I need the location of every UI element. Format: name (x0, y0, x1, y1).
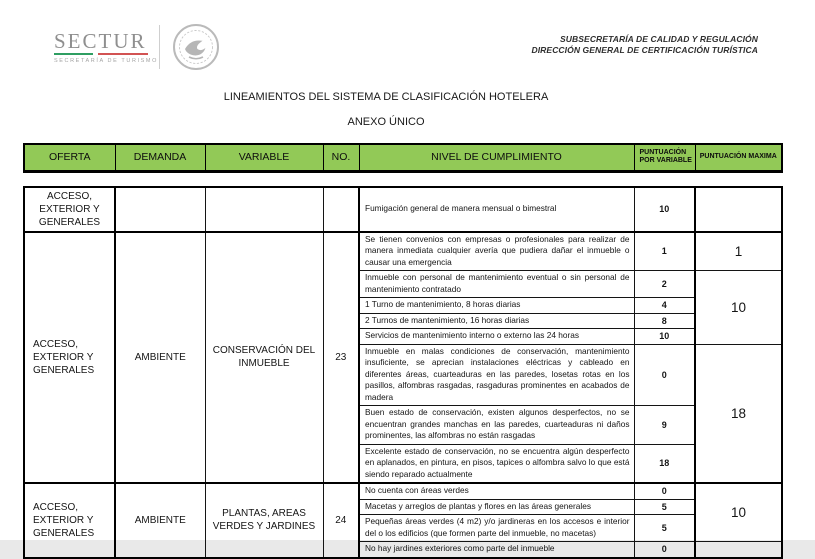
cell-nivel: Inmueble con personal de mantenimiento eventual o sin personal de mantenimiento contratado (359, 271, 634, 298)
flag-green-segment (54, 53, 93, 56)
table-row (24, 187, 782, 232)
table-header-row (23, 143, 783, 173)
cell-puntuacion: 0 (634, 344, 695, 406)
col-header-nivel: NIVEL DE CUMPLIMIENTO (359, 144, 634, 171)
logo-divider (159, 25, 160, 69)
cell-nivel: Inmueble en malas condiciones de conservación, mantenimiento insuficiente, se aprecian instalaciones eléctricas y cableado en diferentes áreas, cuarteaduras en las paredes, losetas rotas en los pasillos, alfombras rasgadas, rasgaduras prominentes en acabados de madera (359, 344, 634, 406)
cell-nivel: 2 Turnos de mantenimiento, 16 horas diarias (359, 313, 634, 329)
cell-puntuacion: 10 (634, 187, 695, 232)
sectur-subtitle-text: SECRETARÍA DE TURISMO (54, 58, 158, 65)
col-header-variable: VARIABLE (205, 144, 323, 171)
col-header-oferta: OFERTA (24, 144, 115, 171)
sectur-brand-text: SECTUR (54, 28, 147, 53)
cell-puntuacion-maxima (695, 542, 782, 558)
cell-puntuacion: 5 (634, 499, 695, 515)
col-header-puntuacion-variable: PUNTUACIÓN POR VARIABLE (634, 144, 695, 171)
department-line-2: DIRECCIÓN GENERAL DE CERTIFICACIÓN TURÍSTICA (531, 45, 758, 55)
cell-nivel: No cuenta con áreas verdes (359, 483, 634, 499)
col-header-no: NO. (323, 144, 359, 171)
cell-nivel: No hay jardines exteriores como parte del inmueble (359, 542, 634, 558)
cell-puntuacion: 4 (634, 298, 695, 314)
cell-puntuacion: 0 (634, 483, 695, 499)
cell-puntuacion: 0 (634, 542, 695, 558)
cell-puntuacion: 1 (634, 232, 695, 271)
table-row (24, 483, 782, 499)
cell-puntuacion: 8 (634, 313, 695, 329)
cell-nivel: Servicios de mantenimiento interno o externo las 24 horas (359, 329, 634, 345)
table-body (23, 186, 783, 559)
cell-puntuacion: 10 (634, 329, 695, 345)
cell-puntuacion-maxima: 1 (695, 232, 782, 271)
document-title: LINEAMIENTOS DEL SISTEMA DE CLASIFICACIÓN HOTELERA (223, 91, 549, 103)
cell-variable: CONSERVACIÓN DEL INMUEBLE (205, 232, 323, 484)
cell-no: 23 (323, 232, 359, 484)
cell-nivel: Macetas y arreglos de plantas y flores en las áreas generales (359, 499, 634, 515)
cell-nivel: Pequeñas áreas verdes (4 m2) y/o jardineras en los accesos e interior del o los edificios (que formen parte del inmueble, no macetas) (359, 515, 634, 542)
cell-puntuacion: 9 (634, 406, 695, 445)
document-subtitle: ANEXO ÚNICO (347, 116, 425, 128)
cell-puntuacion-maxima (695, 187, 782, 232)
cell-puntuacion-maxima: 18 (695, 344, 782, 483)
cell-nivel: 1 Turno de mantenimiento, 8 horas diarias (359, 298, 634, 314)
cell-puntuacion-maxima: 10 (695, 271, 782, 345)
cell-puntuacion: 2 (634, 271, 695, 298)
cell-nivel: Buen estado de conservación, existen algunos desperfectos, no se encuentran grandes manchas en las paredes, cuarteaduras ni daños prominentes, las alfombras no están rasgadas (359, 406, 634, 445)
cell-oferta: ACCESO, EXTERIOR Y GENERALES (24, 232, 115, 484)
cell-variable: PLANTAS, AREAS VERDES Y JARDINES (205, 483, 323, 558)
mexico-coat-of-arms-icon (171, 22, 221, 72)
flag-underline (54, 53, 148, 56)
cell-demanda: AMBIENTE (115, 232, 205, 484)
cell-puntuacion-maxima: 10 (695, 483, 782, 542)
classification-table (23, 143, 781, 559)
cell-puntuacion: 18 (634, 444, 695, 483)
cell-oferta: ACCESO, EXTERIOR Y GENERALES (24, 483, 115, 558)
department-header (531, 34, 758, 56)
cell-variable (205, 187, 323, 232)
cell-demanda (115, 187, 205, 232)
sectur-wordmark (54, 28, 158, 65)
cell-nivel: Fumigación general de manera mensual o bimestral (359, 187, 634, 232)
col-header-demanda: DEMANDA (115, 144, 205, 171)
cell-nivel: Excelente estado de conservación, no se encuentra algún desperfecto en aplanados, en pintura, en pisos, tapices o alfombra salvo lo que está siendo reparado actualmente (359, 444, 634, 483)
cell-oferta: ACCESO, EXTERIOR Y GENERALES (24, 187, 115, 232)
table-row (24, 232, 782, 271)
sectur-logo (54, 22, 221, 72)
cell-puntuacion: 5 (634, 515, 695, 542)
cell-nivel: Se tienen convenios con empresas o profesionales para realizar de manera inmediata cualquier avería que pudiera dañar el inmueble o causar una emergencia (359, 232, 634, 271)
flag-red-segment (98, 53, 148, 56)
col-header-puntuacion-maxima: PUNTUACIÓN MAXIMA (695, 144, 782, 171)
cell-no (323, 187, 359, 232)
cell-no: 24 (323, 483, 359, 558)
department-line-1: SUBSECRETARÍA DE CALIDAD Y REGULACIÓN (560, 34, 758, 44)
cell-demanda: AMBIENTE (115, 483, 205, 558)
